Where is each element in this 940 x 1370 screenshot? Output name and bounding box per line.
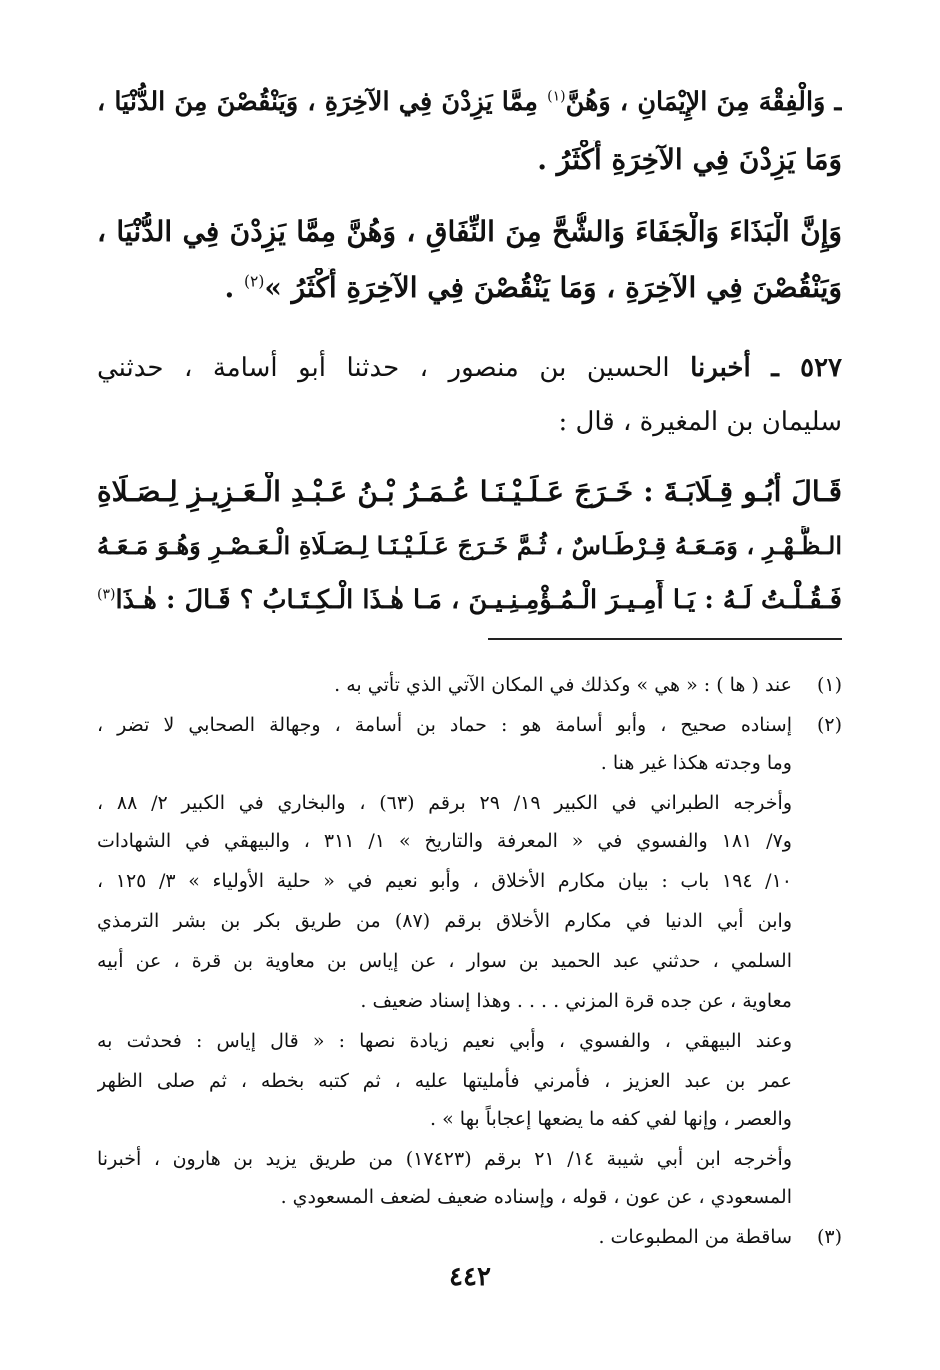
story-text: الـظُّـهْـرِ ، وَمَـعَـهُ قِـرْطَـاسٌ ، ثُـمَّ خَـرَجَ عَـلَـيْـنَـا لِـصَـلَاةِ الْـعَـصْـرِ وَهُـوَ مَـعَـهُ — [97, 531, 842, 560]
footnote-1-line: عند ( ها ) : « هي » وكذلك في المكان الآتي الذي تأتي به . — [334, 674, 792, 696]
footnote-ref-3[interactable]: (٣) — [97, 586, 116, 603]
narration-keyword: أخبرنا — [690, 353, 751, 383]
hadith-text: ـ وَالْفِقْهَ مِنَ الإِيْمَانِ ، وَهُنَّ — [565, 87, 842, 117]
hadith-text: مِمَّا يَزِدْنَ فِي الآخِرَةِ ، وَيَنْقُصْنَ مِنَ الدُّنْيَا ، — [97, 87, 548, 117]
footnote-ref-1[interactable]: (١) — [547, 88, 566, 105]
hadith-line-1 — [97, 82, 842, 126]
footnote-number-1: (١) — [816, 674, 842, 696]
hadith-line-3 — [97, 212, 842, 256]
story-text: قَـالَ أَبُـو قِـلَابَـةَ : خَـرَجَ عَـلَـيْـنَـا عُـمَـرُ بْـنُ عَـبْـدِ الْـعَـزِيـزِ لِـصَـلَاةِ — [97, 475, 842, 508]
hadith-line-2 — [97, 140, 842, 184]
footnote-2-line: و٧/ ١٨١ والفسوي في « المعرفة والتاريخ » ١/ ٣١١ ، والبيهقي في الشهادات — [97, 830, 792, 852]
story-line-1 — [97, 472, 842, 516]
footnote-2-line: وأخرجه الطبراني في الكبير ١٩/ ٢٩ برقم (٦٣) ، والبخاري في الكبير ٢/ ٨٨ ، — [97, 792, 792, 814]
footnote-2-line: وابن أبي الدنيا في مكارم الأخلاق برقم (٨٧) من طريق بكر بن بشر الترمذي — [97, 910, 792, 932]
footnote-number-2: (٢) — [816, 714, 842, 736]
hadith-text: وَإِنَّ الْبَذَاءَ وَالْجَفَاءَ وَالشُّحَّ مِنَ النِّفَاقِ ، وَهُنَّ مِمَّا يَزِدْنَ فِي الدُّنْيَا ، — [97, 215, 842, 248]
story-line-3 — [97, 580, 842, 624]
narration-text: الحسين بن منصور ، حدثنا أبو أسامة ، حدثني — [97, 353, 691, 383]
story-text: فَـقُـلْـتُ لَـهُ : يَـا أَمِـيـرَ الْـمُـؤْمِـنِـيـنَ ، مَـا هٰـذَا الْـكِـتَـابُ ؟ قَـالَ : هٰـذَا — [115, 585, 842, 615]
hadith-line-4 — [97, 268, 842, 312]
hadith-text: وَيَنْقُصْنَ فِي الآخِرَةِ ، وَمَا يَنْقُصْنَ فِي الآخِرَةِ أَكْثَرُ » — [264, 271, 842, 304]
footnote-2-line: المسعودي ، عن عون ، قوله ، وإسناده ضعيف لضعف المسعودي . — [280, 1186, 792, 1208]
story-line-2 — [97, 526, 842, 570]
footnote-3-line: ساقطة من المطبوعات . — [598, 1226, 792, 1248]
narration-line-1 — [97, 348, 842, 392]
footnote-2-line: معاوية ، عن جده قرة المزني . . . . وهذا إسناد ضعيف . — [360, 990, 792, 1012]
hadith-text: وَمَا يَزِدْنَ فِي الآخِرَةِ أَكْثَرُ . — [537, 143, 842, 176]
footnote-2-line: عمر بن عبد العزيز ، فأمرني فأمليتها عليه ، ثم كتبه بخطه ، ثم صلى الظهر — [97, 1070, 792, 1092]
footnote-2-line: إسناده صحيح ، وأبو أسامة هو : حماد بن أسامة ، وجهالة الصحابي لا تضر ، — [97, 714, 792, 736]
footnote-2-line: والعصر ، وإنها لفي كفه ما يضعها إعجاباً بها » . — [430, 1108, 792, 1130]
footnote-number-3: (٣) — [816, 1226, 842, 1248]
footnote-2-line: وعند البيهقي ، والفسوي ، وأبي نعيم زيادة نصها : « قال إياس : فحدثت به — [97, 1030, 792, 1052]
hadith-number: ٥٢٧ ـ — [771, 353, 842, 383]
footnote-2-line: وما وجدته هكذا غير هنا . — [600, 752, 792, 774]
hadith-text: . — [224, 271, 245, 304]
footnote-2-line: وأخرجه ابن أبي شيبة ١٤/ ٢١ برقم (١٧٤٢٣) من طريق يزيد بن هارون ، أخبرنا — [97, 1148, 792, 1170]
footnote-separator — [488, 638, 842, 640]
narration-line-2 — [97, 402, 842, 446]
page-number: ٤٤٢ — [449, 1262, 491, 1292]
footnote-2-line: ١٠/ ١٩٤ باب : بيان مكارم الأخلاق ، وأبو نعيم في « حلية الأولياء » ٣/ ١٢٥ ، — [97, 870, 792, 892]
footnote-ref-2[interactable]: (٢) — [244, 272, 265, 291]
footnote-2-line: السلمي ، حدثني عبد الحميد بن سوار ، عن إياس بن معاوية بن قرة ، عن أبيه — [97, 950, 792, 972]
narration-text: سليمان بن المغيرة ، قال : — [558, 407, 842, 437]
